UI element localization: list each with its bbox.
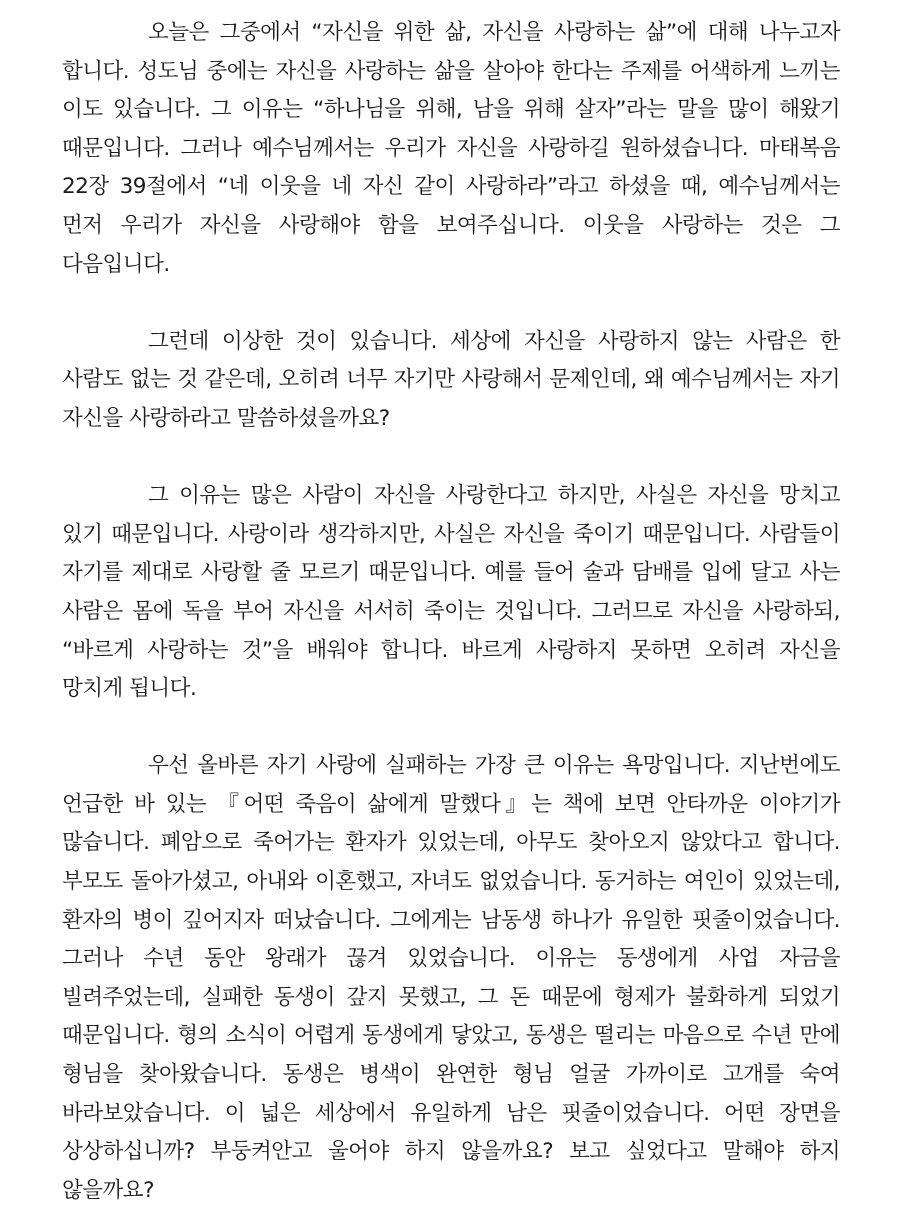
- paragraph-4: 우선 올바른 자기 사랑에 실패하는 가장 큰 이유는 욕망입니다. 지난번에도 언급한 바 있는 『어떤 죽음이 삶에게 말했다』는 책에 보면 안타까운 이야기가 많습니다. 폐암으로 죽어가는 환자가 있었는데, 아무도 찾아오지 않았다고 합니다. 부모도 돌아가셨고, 아내와 이혼했고, 자녀도 없었습니다. 동거하는 여인이 있었는데, 환자의 병이 깊어지자 떠났습니다. 그에게는 남동생 하나가 유일한 핏줄이었습니다. 그러나 수년 동안 왕래가 끊겨 있었습니다. 이유는 동생에게 사업 자금을 빌려주었는데, 실패한 동생이 갚지 못했고, 그 돈 때문에 형제가 불화하게 되었기 때문입니다. 형의 소식이 어렵게 동생에게 닿았고, 동생은 떨리는 마음으로 수년 만에 형님을 찾아왔습니다. 동생은 병색이 완연한 형님 얼굴 가까이로 고개를 숙여 바라보았습니다. 이 넓은 세상에서 유일하게 남은 핏줄이었습니다. 어떤 장면을 상상하십니까? 부둥켜안고 울어야 하지 않을까요? 보고 싶었다고 말해야 하지 않을까요?: [62, 753, 840, 1203]
- paragraph-2: 그런데 이상한 것이 있습니다. 세상에 자신을 사랑하지 않는 사람은 한 사람도 없는 것 같은데, 오히려 너무 자기만 사랑해서 문제인데, 왜 예수님께서는 자기 자신을 사랑하라고 말씀하셨을까요?: [62, 328, 840, 431]
- paragraph-1: 오늘은 그중에서 “자신을 위한 삶, 자신을 사랑하는 삶”에 대해 나누고자 합니다. 성도님 중에는 자신을 사랑하는 삶을 살아야 한다는 주제를 어색하게 느끼는 이도 있습니다. 그 이유는 “하나님을 위해, 남을 위해 살자”라는 말을 많이 해왔기 때문입니다. 그러나 예수님께서는 우리가 자신을 사랑하길 원하셨습니다. 마태복음 22장 39절에서 “네 이웃을 네 자신 같이 사랑하라”라고 하셨을 때, 예수님께서는 먼저 우리가 자신을 사랑해야 함을 보여주십니다. 이웃을 사랑하는 것은 그 다음입니다.: [62, 20, 840, 277]
- document-body: [62, 14, 840, 1210]
- paragraph-3: 그 이유는 많은 사람이 자신을 사랑한다고 하지만, 사실은 자신을 망치고 있기 때문입니다. 사랑이라 생각하지만, 사실은 자신을 죽이기 때문입니다. 사람들이 자기를 제대로 사랑할 줄 모르기 때문입니다. 예를 들어 술과 담배를 입에 달고 사는 사람은 몸에 독을 부어 자신을 서서히 죽이는 것입니다. 그러므로 자신을 사랑하되, “바르게 사랑하는 것”을 배워야 합니다. 바르게 사랑하지 못하면 오히려 자신을 망치게 됩니다.: [62, 483, 840, 702]
